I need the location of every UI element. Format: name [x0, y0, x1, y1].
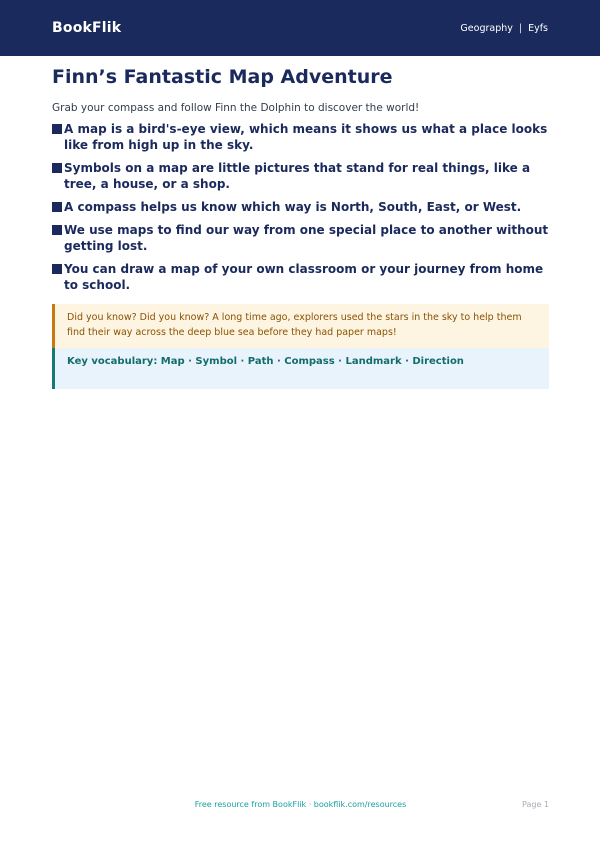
list-item	[52, 160, 549, 192]
list-item-text: A map is a bird's-eye view, which means it shows us what a place looks like from high up in the sky.	[64, 122, 548, 152]
list-item-text: A compass helps us know which way is North, South, East, or West.	[64, 200, 522, 214]
level-label: Eyfs	[528, 22, 548, 34]
site-header	[0, 0, 600, 56]
footer-resource-link[interactable]: Free resource from BookFlik · bookflik.com/resources	[194, 800, 407, 809]
page-number: Page 1	[522, 800, 549, 809]
square-bullet-icon	[52, 124, 62, 134]
list-item	[52, 199, 549, 215]
did-you-know-callout: Did you know? Did you know? A long time ago, explorers used the stars in the sky to help them find their way across the deep blue sea before they had paper maps!	[52, 304, 549, 348]
intro-text: Grab your compass and follow Finn the Dolphin to discover the world!	[52, 102, 420, 114]
header-meta	[460, 23, 548, 34]
list-item	[52, 261, 549, 293]
square-bullet-icon	[52, 163, 62, 173]
brand-logo[interactable]: BookFlik	[52, 20, 122, 36]
page-footer	[52, 800, 549, 814]
square-bullet-icon	[52, 264, 62, 274]
square-bullet-icon	[52, 202, 62, 212]
page-title: Finn’s Fantastic Map Adventure	[52, 66, 393, 88]
main-content	[52, 64, 549, 389]
key-vocabulary-callout: Key vocabulary: Map · Symbol · Path · Compass · Landmark · Direction	[52, 348, 549, 389]
list-item-text: You can draw a map of your own classroom or your journey from home to school.	[64, 262, 544, 292]
meta-separator: |	[518, 22, 523, 34]
list-item-text: We use maps to find our way from one special place to another without getting lost.	[64, 223, 549, 253]
list-item-text: Symbols on a map are little pictures that stand for real things, like a tree, a house, or a shop.	[64, 161, 531, 191]
list-item	[52, 121, 549, 153]
key-points-list	[52, 121, 549, 293]
square-bullet-icon	[52, 225, 62, 235]
subject-label: Geography	[460, 22, 513, 34]
list-item	[52, 222, 549, 254]
